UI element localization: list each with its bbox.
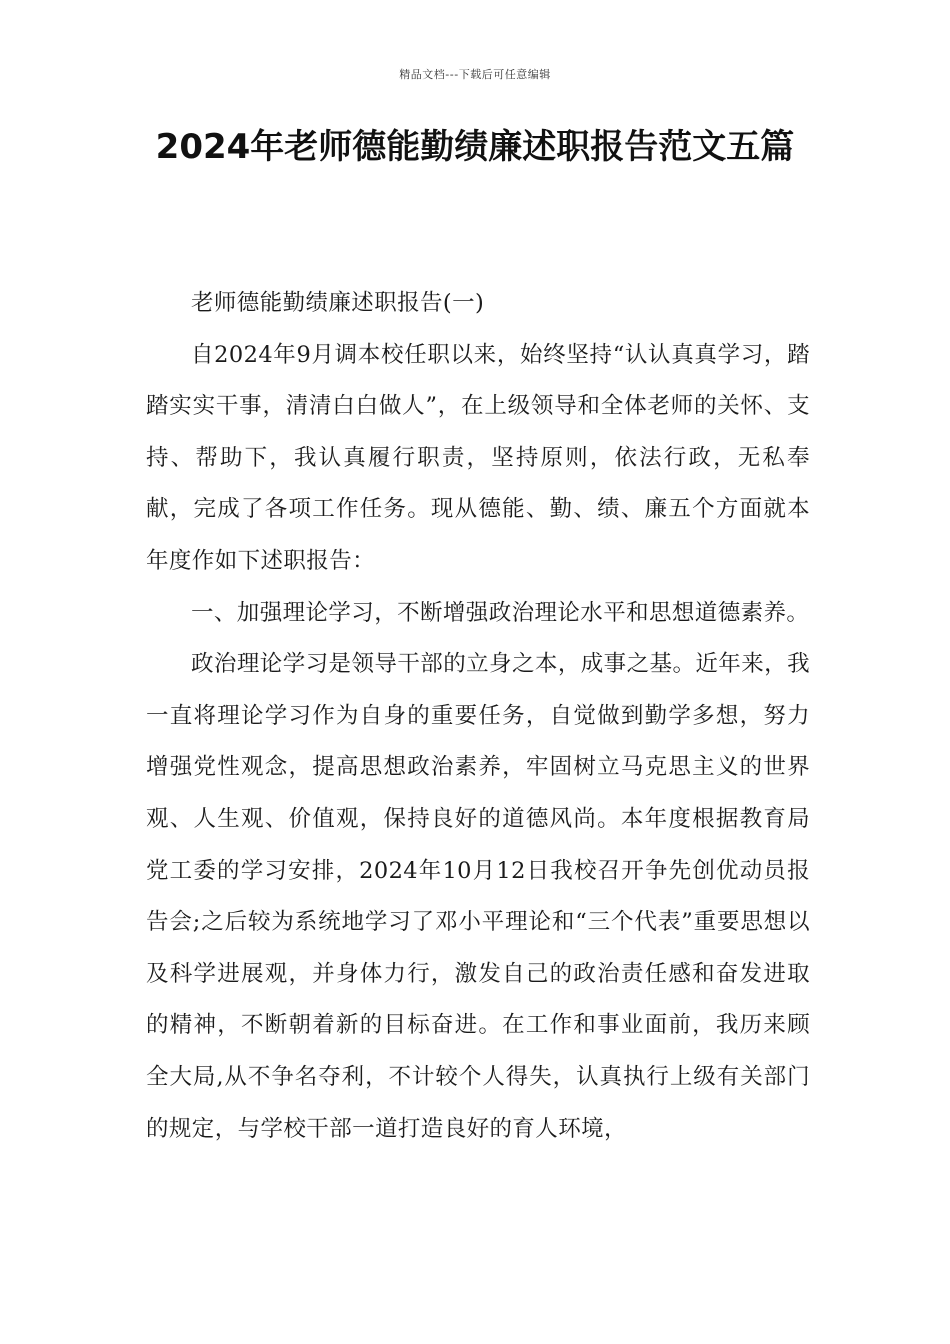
header-note: 精品文档---下载后可任意编辑	[399, 68, 551, 81]
document-body	[146, 278, 810, 1155]
body-paragraph: 自2024年9月调本校任职以来，始终坚持“认认真真学习，踏踏实实干事，清清白白做人”，在上级领导和全体老师的关怀、支持、帮助下，我认真履行职责，坚持原则，依法行政，无私奉献，完成了各项工作任务。现从德能、勤、绩、廉五个方面就本年度作如下述职报告：	[146, 341, 810, 574]
body-paragraph: 政治理论学习是领导干部的立身之本，成事之基。近年来，我一直将理论学习作为自身的重要任务，自觉做到勤学多想，努力增强党性观念，提高思想政治素养，牢固树立马克思主义的世界观、人生观、价值观，保持良好的道德风尚。本年度根据教育局党工委的学习安排，2024年10月12日我校召开争先创优动员报告会;之后较为系统地学习了邓小平理论和“三个代表”重要思想以及科学进展观，并身体力行，激发自己的政治责任感和奋发进取的精神，不断朝着新的目标奋进。在工作和事业面前，我历来顾全大局,从不争名夺利，不计较个人得失，认真执行上级有关部门的规定，与学校干部一道打造良好的育人环境，	[146, 651, 810, 1142]
document-title: 2024年老师德能勤绩廉述职报告范文五篇	[155, 127, 795, 167]
body-paragraph: 一、加强理论学习，不断增强政治理论水平和思想道德素养。	[191, 599, 810, 626]
section-heading: 老师德能勤绩廉述职报告(一)	[191, 290, 485, 316]
